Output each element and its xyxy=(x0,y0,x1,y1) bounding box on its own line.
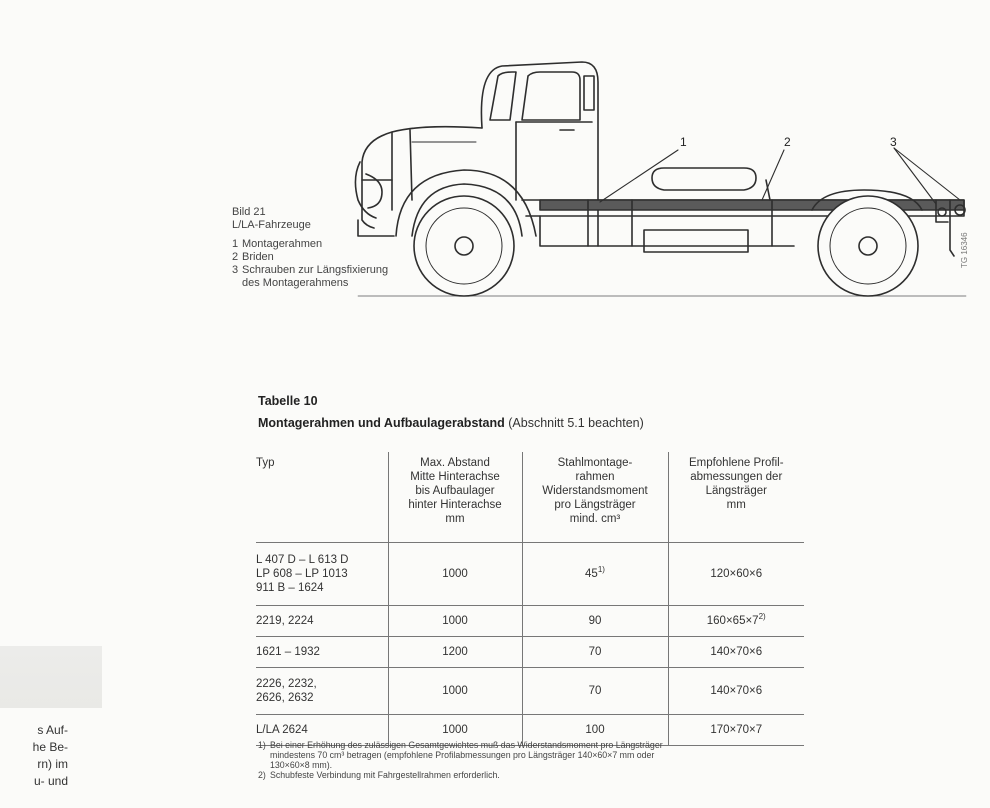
image-code: TG 16346 xyxy=(960,232,969,268)
legend-item: 2 Briden xyxy=(232,251,274,263)
table-row xyxy=(256,637,804,668)
cell-profil: 170×70×7 xyxy=(668,715,804,746)
table-row xyxy=(256,606,804,637)
cell-typ: 2219, 2224 xyxy=(256,606,388,637)
spec-table xyxy=(256,452,804,746)
cell-abstand: 1200 xyxy=(388,637,522,668)
cell-profil: 120×60×6 xyxy=(668,543,804,606)
callout-1: 1 xyxy=(680,135,687,149)
cell-moment: 45$^{1)}$ xyxy=(522,543,668,606)
cell-profil: 140×70×6 xyxy=(668,637,804,668)
legend-item: 1 Montagerahmen xyxy=(232,238,323,250)
column-header-profil: Empfohlene Profil- abmessungen der Längsträger mm xyxy=(668,452,804,543)
table-title-note: (Abschnitt 5.1 beachten) xyxy=(508,416,644,430)
cell-profil: 140×70×6 xyxy=(668,668,804,715)
legend-item-label-cont: des Montagerahmens xyxy=(242,277,349,289)
side-text-fragment: s Auf- he Be- rn) im u- und xyxy=(32,723,68,788)
cell-typ: 1621 – 1932 xyxy=(256,637,388,668)
table-number: Tabelle 10 xyxy=(258,394,318,408)
cell-abstand: 1000 xyxy=(388,606,522,637)
footnote-2: 2) Schubfeste Verbindung mit Fahrgestellrahmen erforderlich. xyxy=(258,770,500,780)
callout-3: 3 xyxy=(890,135,897,149)
table-row xyxy=(256,543,804,606)
footnote-1: 1) Bei einer Erhöhung des zulässigen Gesamtgewichtes muß das Widerstandsmoment pro Längsträger mindestens 70 cm³ betragen (empfohlene Profilabmessungen pro Längsträger 140×60×7 mm oder 130×60×8 mm). xyxy=(258,740,663,770)
figure-caption-subtitle: L/LA-Fahrzeuge xyxy=(232,219,311,231)
cell-abstand: 1000 xyxy=(388,715,522,746)
cell-moment: 100 xyxy=(522,715,668,746)
callout-2: 2 xyxy=(784,135,791,149)
legend-item-label: Schrauben zur Längsfixierung xyxy=(242,264,389,276)
table-header-row xyxy=(256,452,804,543)
cell-typ: L 407 D – L 613 D LP 608 – LP 1013 911 B – 1624 xyxy=(256,543,388,606)
cell-abstand: 1000 xyxy=(388,543,522,606)
truck-illustration xyxy=(352,50,972,310)
figure-caption-title: Bild 21 xyxy=(232,206,266,218)
legend-item-label: Montagerahmen xyxy=(242,238,323,250)
cell-moment: 70 xyxy=(522,668,668,715)
cell-moment: 70 xyxy=(522,637,668,668)
cell-typ: 2226, 2232, 2626, 2632 xyxy=(256,668,388,715)
table-row xyxy=(256,668,804,715)
column-header-typ: Typ xyxy=(256,452,388,543)
column-header-abstand: Max. Abstand Mitte Hinterachse bis Aufbaulager hinter Hinterachse mm xyxy=(388,452,522,543)
cell-typ: L/LA 2624 xyxy=(256,715,388,746)
column-header-moment: Stahlmontage- rahmen Widerstandsmoment pro Längsträger mind. cm³ xyxy=(522,452,668,543)
cell-moment: 90 xyxy=(522,606,668,637)
table-footnotes xyxy=(258,740,818,780)
legend-item-label: Briden xyxy=(242,251,274,263)
legend-item: 3 Schrauben zur Längsfixierung xyxy=(232,264,389,276)
shaded-margin-patch xyxy=(0,646,102,708)
table-title xyxy=(258,416,644,430)
table-title-bold: Montagerahmen und Aufbaulagerabstand xyxy=(258,416,505,430)
cell-abstand: 1000 xyxy=(388,668,522,715)
cell-profil: $160\times 65\times 7^{2)}$ xyxy=(668,606,804,637)
